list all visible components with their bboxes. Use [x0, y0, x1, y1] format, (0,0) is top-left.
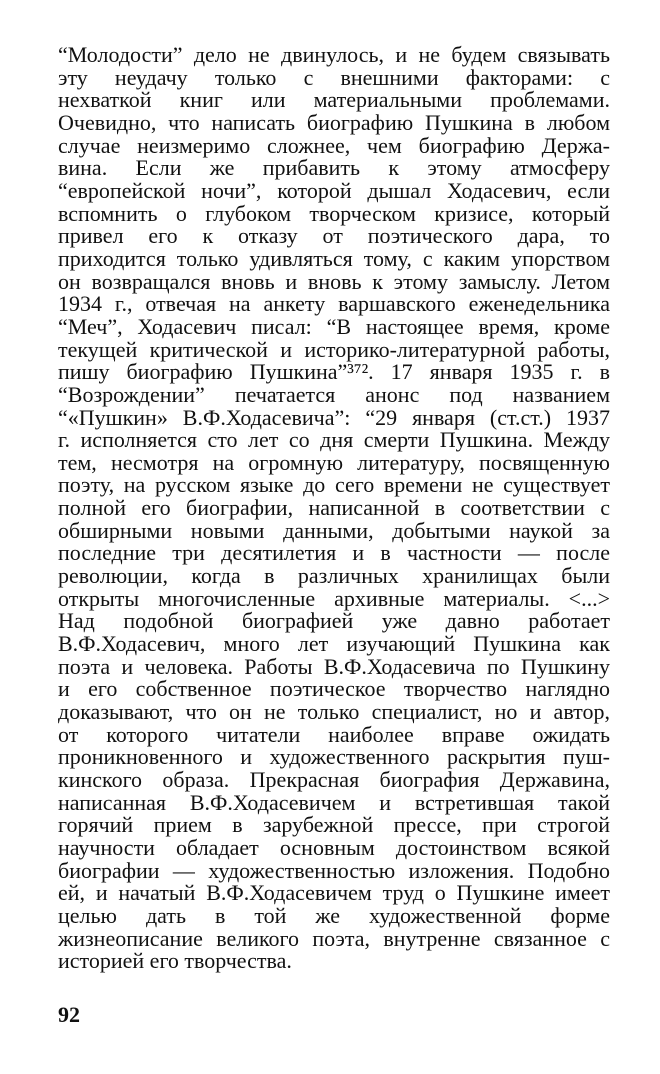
- text-line: кинского образа. Прекрасная биография Державина,: [58, 767, 610, 792]
- text-line: привел его к отказу от поэтического дара, то: [58, 223, 610, 249]
- text-line: “Меч”, Ходасевич писал: “В настоящее время, кроме: [58, 313, 610, 339]
- text-line: последние три десятилетия и в частности — после: [58, 540, 610, 566]
- text-line: научности обладает основным достоинством всякой: [58, 834, 610, 860]
- text-line: “«Пушкин» В.Ф.Ходасевича”: “29 января (ст.ст.) 1937: [58, 404, 610, 430]
- text-line: г. исполняется сто лет со дня смерти Пушкина. Между: [58, 427, 610, 453]
- text-line: жизнеописание великого поэта, внутренне связанное с: [58, 925, 610, 951]
- text-line: доказывают, что он не только специалист, но и автор,: [58, 699, 610, 725]
- text-line: целью дать в той же художественной форме: [58, 902, 610, 928]
- text-line: “Молодости” дело не двинулось, и не будем связывать: [58, 42, 610, 67]
- book-page-text-block: [58, 44, 610, 973]
- text-line: В.Ф.Ходасевич, много лет изучающий Пушкина как: [58, 631, 610, 657]
- text-line: приходится только удивляться тому, с каким упорством: [58, 245, 610, 271]
- text-line: нехваткой книг или материальными проблемами.: [58, 87, 610, 113]
- text-line-last: историей его творчества.: [58, 948, 292, 974]
- text-line: поэта и человека. Работы В.Ф.Ходасевича по Пушкину: [58, 653, 610, 679]
- text-line: вспомнить о глубоком творческом кризисе, который: [58, 200, 610, 226]
- text-line: горячий прием в зарубежной прессе, при строгой: [58, 812, 610, 838]
- text-line: поэту, на русском языке до сего времени не существует: [58, 472, 610, 498]
- text-line: проникновенного и художественного раскрытия пуш-: [58, 744, 610, 770]
- text-line: полной его биографии, написанной в соответствии с: [58, 495, 610, 521]
- text-line: тем, несмотря на огромную литературу, посвященную: [58, 449, 610, 475]
- text-line: “европейской ночи”, которой дышал Ходасевич, если: [58, 177, 610, 203]
- text-line: вина. Если же прибавить к этому атмосферу: [58, 155, 610, 181]
- text-line: написанная В.Ф.Ходасевичем и встретившая такой: [58, 789, 610, 815]
- text-line: текущей критической и историко-литературной работы,: [58, 336, 610, 362]
- text-line: обширными новыми данными, добытыми наукой за: [58, 517, 610, 543]
- text-line: открыты многочисленные архивные материалы. <...>: [58, 585, 610, 611]
- text-line: от которого читатели наиболее вправе ожидать: [58, 721, 610, 747]
- text-line: “Возрождении” печатается анонс под названием: [58, 381, 610, 407]
- page-number: 92: [58, 1002, 80, 1027]
- text-line: Над подобной биографией уже давно работает: [58, 608, 610, 634]
- text-line: он возвращался вновь и вновь к этому замыслу. Летом: [58, 268, 610, 294]
- text-line: эту неудачу только с внешними факторами: с: [58, 64, 610, 90]
- text-line: 1934 г., отвечая на анкету варшавского еженедельника: [58, 291, 610, 317]
- text-line: Очевидно, что написать биографию Пушкина в любом: [58, 109, 610, 135]
- text-line: и его собственное поэтическое творчество наглядно: [58, 676, 610, 702]
- text-line: ей, и начатый В.Ф.Ходасевичем труд о Пушкине имеет: [58, 880, 610, 906]
- text-line-with-footnote-ref: пишу биографию Пушкина”³⁷². 17 января 1935 г. в: [58, 359, 610, 385]
- text-line: биографии — художественностью изложения. Подобно: [58, 857, 610, 883]
- text-line: случае неизмеримо сложнее, чем биографию Держа-: [58, 132, 610, 158]
- text-line: революции, когда в различных хранилищах были: [58, 563, 610, 589]
